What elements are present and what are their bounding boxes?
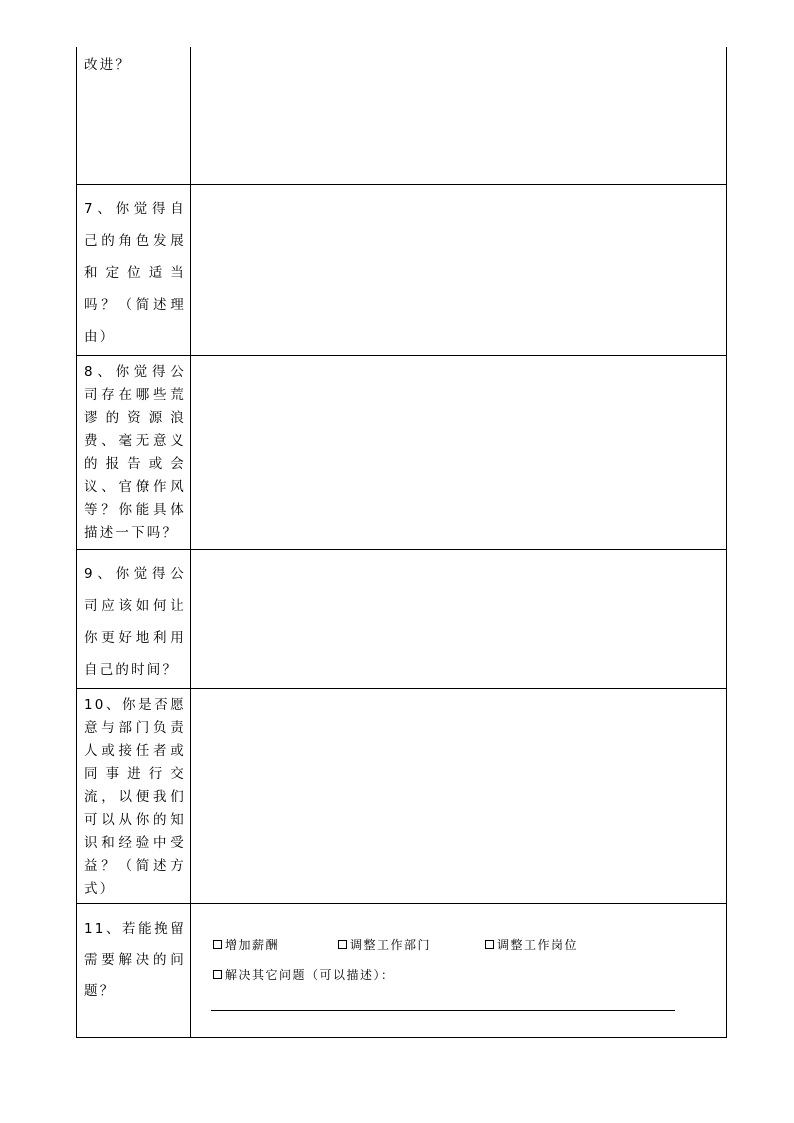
question-text: 7、你觉得自己的角色发展和定位适当吗？（简述理由）	[84, 200, 186, 345]
question-text: 9、你觉得公司应该如何让你更好地利用自己的时间？	[84, 565, 186, 678]
option-increase-salary[interactable]	[213, 936, 279, 953]
option-adjust-position[interactable]	[485, 936, 578, 953]
checkbox-icon[interactable]	[213, 970, 222, 979]
checkbox-icon[interactable]	[485, 940, 494, 949]
answer-cell[interactable]	[191, 355, 727, 549]
question-cell	[77, 688, 191, 903]
answer-cell[interactable]	[191, 47, 727, 184]
question-cell	[77, 903, 191, 1037]
description-line[interactable]	[211, 1010, 675, 1011]
question-cell	[77, 549, 191, 688]
option-label: 调整工作岗位	[497, 937, 579, 952]
table-row	[77, 47, 727, 184]
answer-cell[interactable]	[191, 549, 727, 688]
retention-options	[191, 904, 726, 1037]
table-row	[77, 903, 727, 1037]
table-row	[77, 355, 727, 549]
option-other-issues[interactable]	[213, 966, 395, 983]
option-adjust-department[interactable]	[338, 936, 431, 953]
answer-cell[interactable]	[191, 184, 727, 355]
option-label: 增加薪酬	[225, 937, 280, 952]
question-text: 10、你是否愿意与部门负责人或接任者或同事进行交流，以便我们可以从你的知识和经验中受益？（简述方式）	[84, 696, 186, 897]
option-label: 解决其它问题（可以描述）：	[225, 967, 395, 982]
checkbox-icon[interactable]	[338, 940, 347, 949]
option-label: 调整工作部门	[350, 937, 432, 952]
question-cell	[77, 184, 191, 355]
table-row	[77, 549, 727, 688]
table-row	[77, 688, 727, 903]
question-cell	[77, 355, 191, 549]
question-text: 11、若能挽留需要解决的问题？	[84, 920, 186, 999]
question-text: 8、你觉得公司存在哪些荒谬的资源浪费、毫无意义的报告或会议、官僚作风等？你能具体描述一下吗？	[84, 363, 186, 541]
exit-interview-table	[76, 47, 727, 1038]
question-cell	[77, 47, 191, 184]
answer-cell[interactable]	[191, 688, 727, 903]
table-row	[77, 184, 727, 355]
answer-cell	[191, 903, 727, 1037]
checkbox-icon[interactable]	[213, 940, 222, 949]
question-text: 改进？	[84, 57, 132, 73]
